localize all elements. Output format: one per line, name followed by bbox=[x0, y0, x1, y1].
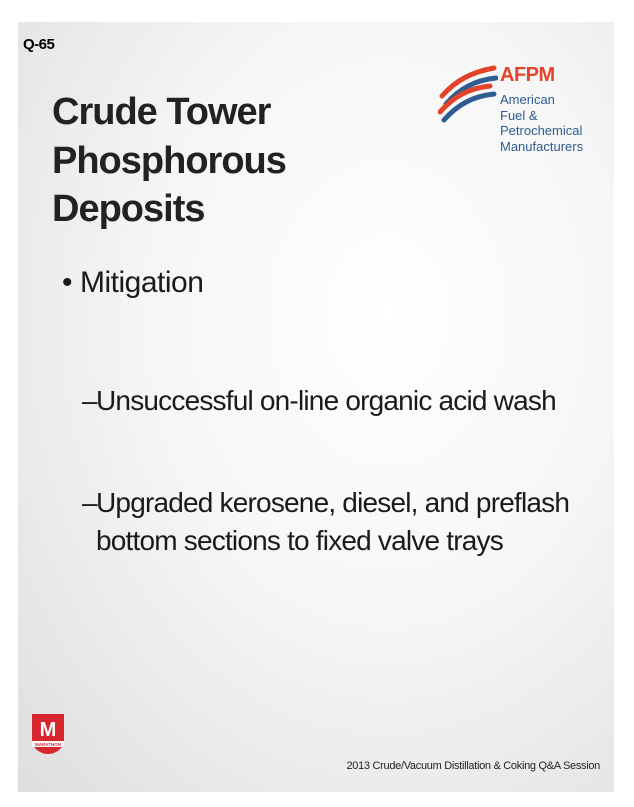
bullet-main-text: Mitigation bbox=[80, 266, 204, 299]
bullet-dot-icon: • bbox=[62, 266, 73, 299]
marathon-letter: M bbox=[39, 719, 57, 741]
logo-sub-line-2: Fuel & Petrochemical bbox=[500, 107, 583, 139]
slide bbox=[18, 22, 614, 792]
slide-title bbox=[52, 88, 452, 234]
slide-id: Q-65 bbox=[23, 36, 55, 53]
logo-subtitle bbox=[500, 92, 610, 154]
sub-bullet-2 bbox=[82, 484, 569, 560]
afpm-swoosh-icon bbox=[438, 58, 498, 128]
sub-bullet-1 bbox=[82, 382, 556, 420]
marathon-label: MARATHON bbox=[35, 742, 61, 747]
title-line-2: Deposits bbox=[52, 188, 205, 231]
logo-sub-line-1: American bbox=[500, 92, 555, 107]
marathon-logo bbox=[30, 712, 66, 756]
dash-icon: – bbox=[82, 487, 97, 518]
sub-bullet-2-line-2: bottom sections to fixed valve trays bbox=[96, 524, 503, 556]
sub-bullet-1-text: Unsuccessful on-line organic acid wash bbox=[96, 385, 556, 416]
bullet-mitigation bbox=[62, 266, 203, 300]
slide-footer: 2013 Crude/Vacuum Distillation & Coking Q&A Session bbox=[346, 760, 600, 772]
dash-icon: – bbox=[82, 385, 97, 416]
logo-sub-line-3: Manufacturers bbox=[500, 138, 584, 154]
afpm-logo bbox=[438, 58, 608, 168]
sub-bullet-2-line-1: Upgraded kerosene, diesel, and preflash bbox=[96, 487, 570, 518]
logo-name: AFPM bbox=[500, 64, 555, 86]
title-line-1: Crude Tower Phosphorous bbox=[52, 91, 286, 182]
